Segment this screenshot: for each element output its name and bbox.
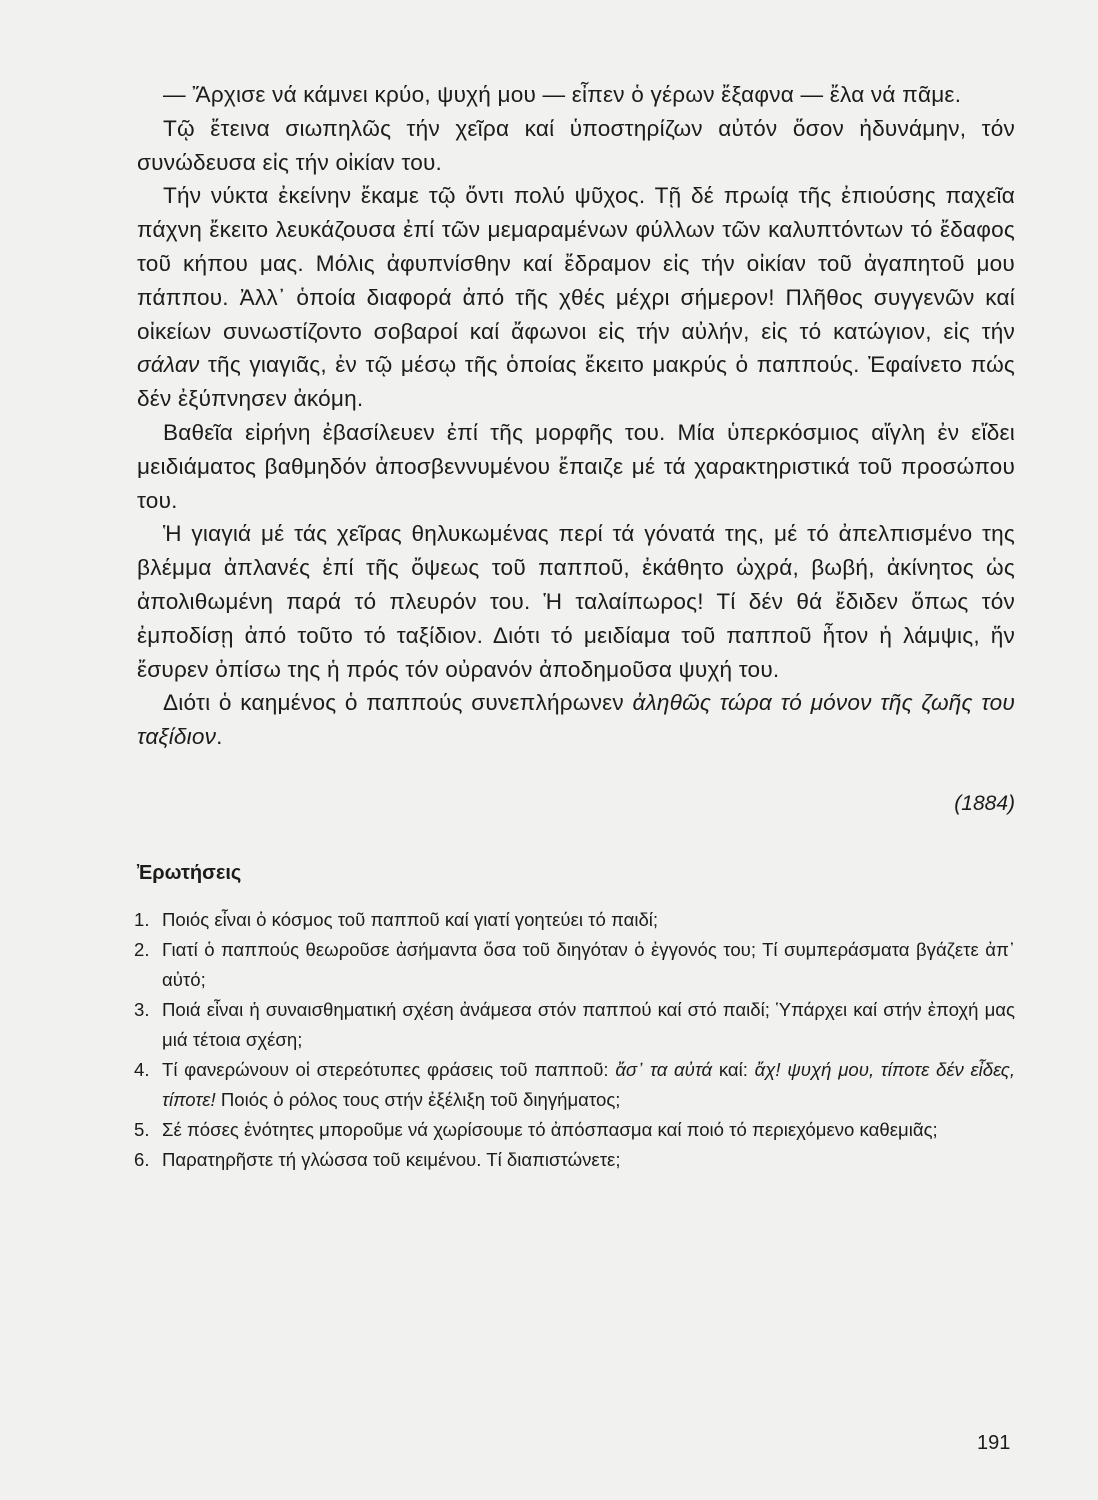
text-run: Γιατί ὁ παππούς θεωροῦσε ἀσήμαντα ὅσα τοῦ διηγόταν ὁ ἐγγονός του; Τί συμπεράσματα βγάζετε ἀπ᾽ αὐτό; — [162, 938, 1015, 990]
story-paragraph — [137, 416, 1015, 517]
page-content — [134, 78, 1016, 1175]
italic-text-run: ἄχ! ψυχή μου, τίποτε δέν εἶδες, τίποτε! — [162, 1058, 1016, 1110]
question-item — [134, 1055, 1015, 1115]
text-run: Τῷ ἔτεινα σιωπηλῶς τήν χεῖρα καί ὑποστηρίζων αὐτόν ὅσον ἠδυνάμην, τόν συνώδευσα εἰς τήν οἰκίαν του. — [137, 115, 1015, 175]
text-run: Ποιός ὁ ρόλος τους στήν ἐξέλιξη τοῦ διηγήματος; — [215, 1088, 621, 1110]
text-run: — Ἄρχισε νά κάμνει κρύο, ψυχή μου — εἶπεν ὁ γέρων ἔξαφνα — ἔλα νά πᾶμε. — [163, 82, 962, 107]
story-paragraph — [137, 78, 1015, 112]
text-run: Βαθεῖα εἰρήνη ἐβασίλευεν ἐπί τῆς μορφῆς του. Μία ὑπερκόσμιος αἴγλη ἐν εἴδει μειδιάματος βαθμηδόν ἀποσβεννυμένου ἔπαιζε μέ τά χαρακτηριστικά τοῦ προσώπου του. — [137, 419, 1015, 513]
question-text — [162, 1055, 1015, 1115]
question-text — [162, 935, 1015, 995]
text-run: Ἡ γιαγιά μέ τάς χεῖρας θηλυκωμένας περί τά γόνατά της, μέ τό ἀπελπισμένο της βλέμμα ἀπλανές ἐπί τῆς ὄψεως τοῦ παπποῦ, ἐκάθητο ὠχρά, βωβή, ἀκίνητος ὡς ἀπολιθωμένη παρά τό πλευρόν του. Ἡ ταλαίπωρος! Τί δέν θά ἔδιδεν ὅπως τόν ἐμποδίσῃ ἀπό τοῦτο τό ταξίδιον. Διότι τό μειδίαμα τοῦ παπποῦ ἦτον ἡ λάμψις, ἥν ἔσυρεν ὀπίσω της ἡ πρός τόν οὐρανόν ἀποδημοῦσα ψυχή του. — [137, 521, 1015, 682]
text-run: . — [216, 724, 223, 750]
text-run: Τί φανερώνουν οἱ στερεότυπες φράσεις τοῦ παπποῦ: — [162, 1058, 616, 1080]
text-run: καί: — [712, 1058, 755, 1080]
page-number: 191 — [977, 1432, 1011, 1454]
question-text — [162, 1145, 1015, 1175]
story-paragraph — [137, 686, 1015, 754]
story-paragraph — [137, 517, 1015, 686]
question-item — [134, 1115, 1015, 1145]
question-item — [134, 905, 1015, 935]
italic-text-run: σάλαν — [137, 352, 200, 378]
italic-text-run: ἀληθῶς τώρα τό μόνον τῆς ζωῆς του ταξίδιον — [137, 690, 1015, 750]
question-item — [134, 995, 1015, 1055]
questions-list — [134, 905, 1015, 1175]
story-paragraph — [137, 112, 1015, 180]
text-run: τῆς γιαγιᾶς, ἐν τῷ μέσῳ τῆς ὁποίας ἔκειτο μακρύς ὁ παππούς. Ἐφαίνετο πώς δέν ἐξύπνησεν ἀκόμη. — [137, 352, 1015, 412]
text-run: Διότι ὁ καημένος ὁ παππούς συνεπλήρωνεν — [163, 690, 633, 716]
text-run: Τήν νύκτα ἐκείνην ἔκαμε τῷ ὄντι πολύ ψῦχος. Τῇ δέ πρωίᾳ τῆς ἐπιούσης παχεῖα πάχνη ἔκειτο λευκάζουσα ἐπί τῶν μεμαραμένων φύλλων τῶν καλυπτόντων τό ἔδαφος τοῦ κήπου μας. Μόλις ἀφυπνίσθην καί ἔδραμον εἰς τήν οἰκίαν τοῦ ἀγαπητοῦ μου πάππου. Ἀλλ᾽ ὁποία διαφορά ἀπό τῆς χθές μέχρι σήμερον! Πλῆθος συγγενῶν καί οἰκείων συνωστίζοντο σοβαροί καί ἄφωνοι εἰς τήν αὐλήν, εἰς τό κατώγιον, εἰς τήν — [137, 183, 1015, 344]
story-date: (1884) — [954, 791, 1015, 815]
question-number: 5. — [134, 1118, 150, 1140]
question-item — [134, 935, 1015, 995]
story-text — [137, 78, 1015, 754]
italic-text-run: ἄσ᾽ τα αὐτά — [615, 1058, 713, 1080]
question-item — [134, 1145, 1015, 1175]
question-text — [162, 1115, 1015, 1145]
text-run: Σέ πόσες ἑνότητες μποροῦμε νά χωρίσουμε τό ἀπόσπασμα καί ποιό τό περιεχόμενο καθεμιᾶς; — [162, 1118, 938, 1140]
question-number: 1. — [134, 908, 150, 930]
question-text — [162, 995, 1015, 1055]
question-number: 2. — [134, 938, 150, 960]
text-run: Παρατηρῆστε τή γλώσσα τοῦ κειμένου. Τί διαπιστώνετε; — [162, 1148, 621, 1170]
question-number: 4. — [134, 1058, 150, 1080]
story-paragraph — [137, 179, 1015, 416]
text-run: Ποιός εἶναι ὁ κόσμος τοῦ παπποῦ καί γιατί γοητεύει τό παιδί; — [162, 908, 659, 930]
question-number: 3. — [134, 998, 150, 1020]
questions-heading: Ἐρωτήσεις — [137, 861, 242, 884]
question-text — [162, 905, 1015, 935]
text-run: Ποιά εἶναι ἡ συναισθηματική σχέση ἀνάμεσα στόν παππού καί στό παιδί; Ὑπάρχει καί στήν ἐποχή μας μιά τέτοια σχέση; — [162, 998, 1015, 1050]
question-number: 6. — [134, 1148, 150, 1170]
